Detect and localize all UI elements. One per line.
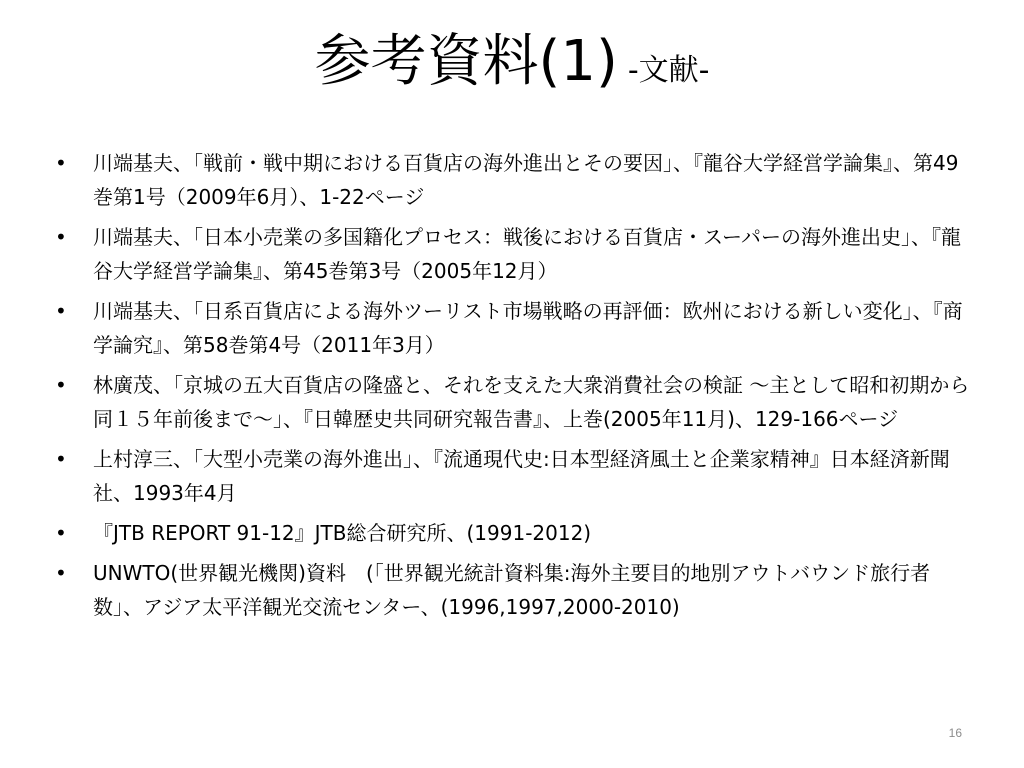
- reference-item: • 上村淳三、「大型小売業の海外進出」、『流通現代史:日本型経済風土と企業家精神』日本経済新聞社、1993年4月: [55, 442, 975, 510]
- reference-item: • 川端基夫、「日系百貨店による海外ツーリスト市場戦略の再評価：欧州における新しい変化」、『商学論究』、第58巻第4号（2011年3月）: [55, 294, 975, 362]
- reference-item: • 林廣茂、「京城の五大百貨店の隆盛と、それを支えた大衆消費社会の検証 ～主として昭和初期から同１５年前後まで～」、『日韓歴史共同研究報告書』、上巻(2005年11月)、129-166ページ: [55, 368, 975, 436]
- reference-item: • 川端基夫、「日本小売業の多国籍化プロセス：戦後における百貨店・スーパーの海外進出史」、『龍谷大学経営学論集』、第45巻第3号（2005年12月）: [55, 220, 975, 288]
- reference-item: • 『JTB REPORT 91-12』JTB総合研究所、(1991-2012): [55, 516, 975, 550]
- slide-title-block: [0, 22, 1024, 115]
- reference-item: • 川端基夫、「戦前・戦中期における百貨店の海外進出とその要因」、『龍谷大学経営学論集』、第49巻第1号（2009年6月）、1-22ページ: [55, 146, 975, 214]
- page-number: 16: [948, 726, 962, 740]
- slide-title: 参考資料(1): [314, 29, 618, 94]
- reference-list: [55, 146, 975, 630]
- slide-subtitle: -文献-: [627, 53, 710, 88]
- reference-item: • UNWTO(世界観光機関)資料 (「世界観光統計資料集:海外主要目的地別アウトバウンド旅行者数」、アジア太平洋観光交流センター、(1996,1997,2000-2010): [55, 556, 975, 624]
